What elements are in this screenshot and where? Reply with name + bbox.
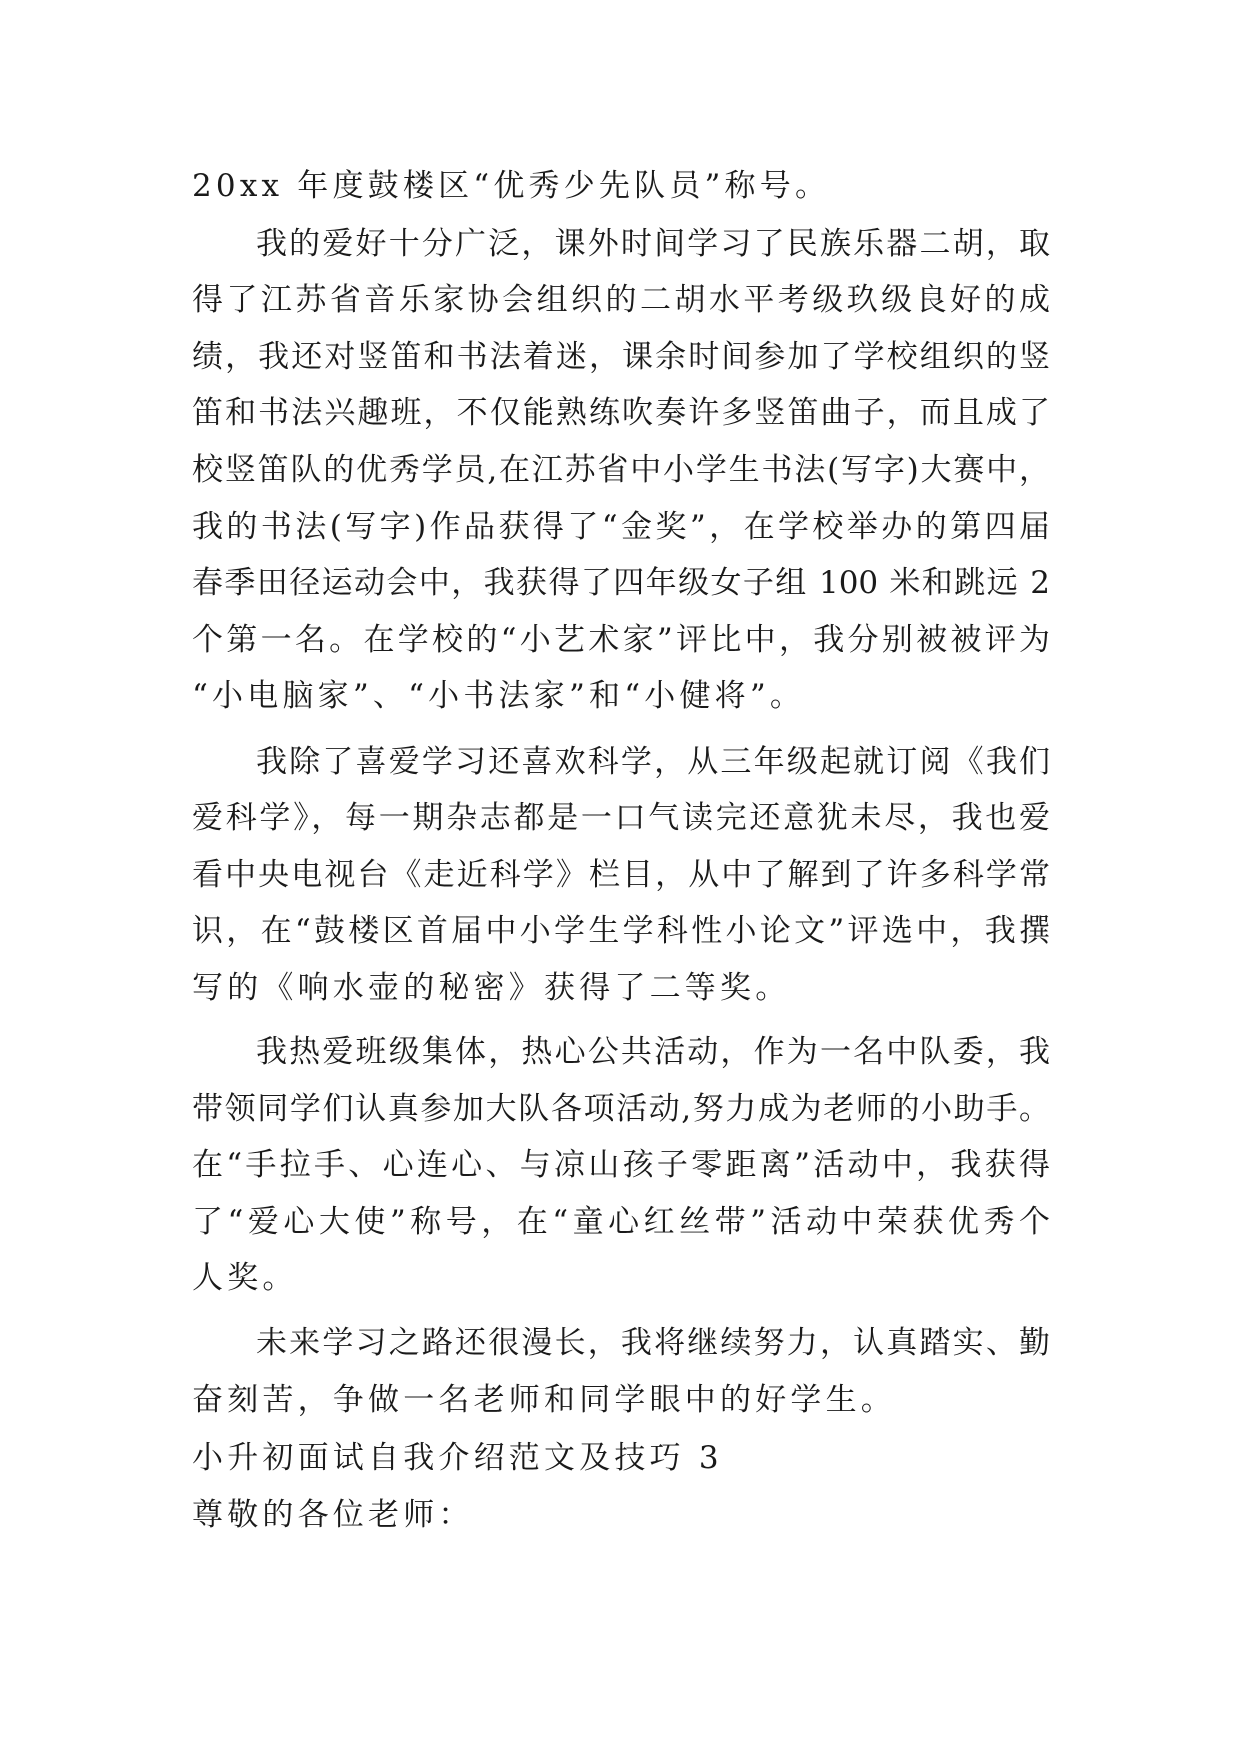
text-line: 我的书法(写字)作品获得了“金奖”，在学校举办的第四届 — [192, 509, 1050, 545]
paragraph-first-line: 我的爱好十分广泛，课外时间学习了民族乐器二胡，取 — [256, 226, 1050, 262]
text-line: 人奖。 — [192, 1260, 298, 1296]
text-line: 春季田径运动会中，我获得了四年级女子组 100 米和跳远 2 — [192, 565, 1050, 601]
text-line: 笛和书法兴趣班，不仅能熟练吹奏许多竖笛曲子，而且成了 — [192, 395, 1050, 431]
text-line: 得了江苏省音乐家协会组织的二胡水平考级玖级良好的成 — [192, 282, 1050, 318]
text-line: 奋刻苦，争做一名老师和同学眼中的好学生。 — [192, 1382, 896, 1418]
salutation: 尊敬的各位老师： — [192, 1497, 474, 1533]
text-line: “小电脑家”、“小书法家”和“小健将”。 — [192, 678, 806, 714]
text-line: 识，在“鼓楼区首届中小学生学科性小论文”评选中，我撰 — [192, 913, 1050, 949]
paragraph-first-line: 我热爱班级集体，热心公共活动，作为一名中队委，我 — [256, 1034, 1050, 1070]
text-line: 绩，我还对竖笛和书法着迷，课余时间参加了学校组织的竖 — [192, 339, 1050, 375]
text-line: 校竖笛队的优秀学员,在江苏省中小学生书法(写字)大赛中， — [192, 452, 1050, 488]
paragraph-first-line: 未来学习之路还很漫长，我将继续努力，认真踏实、勤 — [256, 1325, 1050, 1361]
text-line: 爱科学》，每一期杂志都是一口气读完还意犹未尽，我也爱 — [192, 800, 1050, 836]
text-line: 了“爱心大使”称号，在“童心红丝带”活动中荣获优秀个 — [192, 1204, 1050, 1240]
text-line: 在“手拉手、心连心、与凉山孩子零距离”活动中，我获得 — [192, 1147, 1050, 1183]
paragraph-first-line: 我除了喜爱学习还喜欢科学，从三年级起就订阅《我们 — [256, 744, 1050, 780]
text-line: 带领同学们认真参加大队各项活动,努力成为老师的小助手。 — [192, 1091, 1050, 1127]
text-line: 20xx 年度鼓楼区“优秀少先队员”称号。 — [192, 168, 831, 204]
text-line: 个第一名。在学校的“小艺术家”评比中，我分别被被评为 — [192, 622, 1050, 658]
section-heading: 小升初面试自我介绍范文及技巧 3 — [192, 1440, 723, 1476]
text-line: 看中央电视台《走近科学》栏目，从中了解到了许多科学常 — [192, 857, 1050, 893]
text-line: 写的《响水壶的秘密》获得了二等奖。 — [192, 970, 791, 1006]
